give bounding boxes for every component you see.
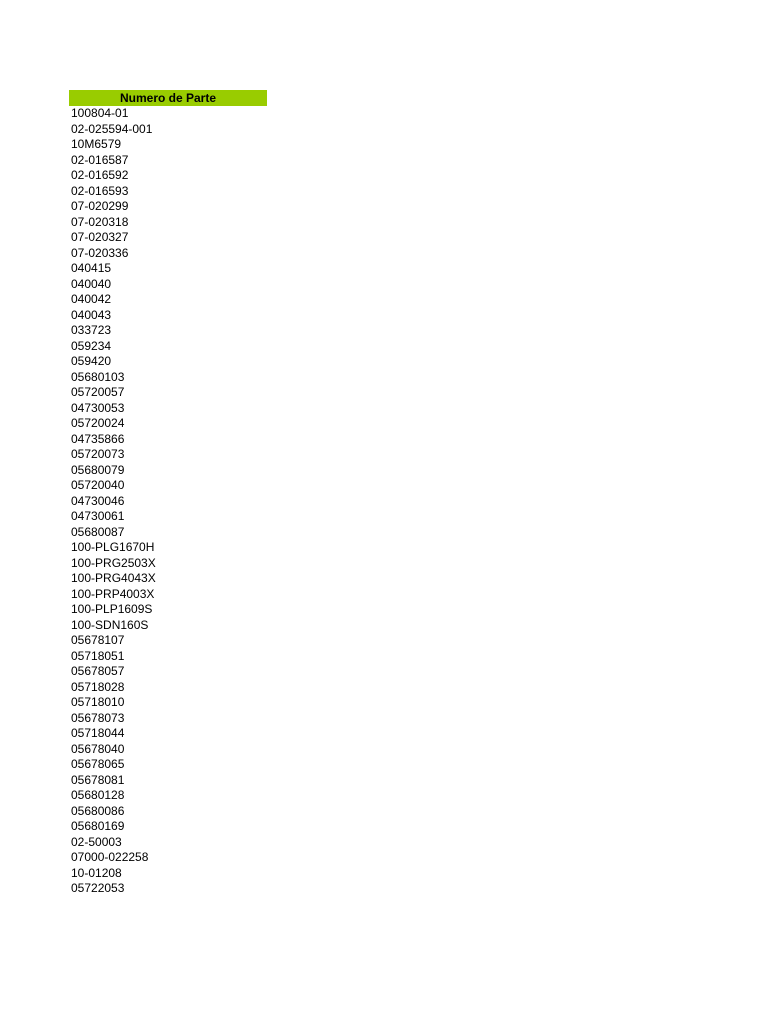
table-row: 05678073 <box>71 710 125 725</box>
table-row: 07-020318 <box>71 214 129 229</box>
table-row: 040415 <box>71 261 112 275</box>
table-row: 05680086 <box>71 803 125 818</box>
table-row: 100-PRG2503X <box>71 555 156 570</box>
table-row: 04730061 <box>71 509 125 523</box>
table-row: 07-020299 <box>71 199 129 213</box>
table-row: 059420 <box>71 354 112 368</box>
column-header-numero-de-parte: Numero de Parte <box>69 90 267 106</box>
table-row: 10M6579 <box>71 137 122 151</box>
table-row: 100-PRP4003X <box>71 586 155 601</box>
table-row: 05678065 <box>71 757 125 771</box>
table-row: 05720024 <box>71 416 125 430</box>
table-row: 040040 <box>71 276 112 291</box>
table-row: 07-020327 <box>71 230 129 244</box>
table-row: 02-016592 <box>71 168 129 182</box>
table-row: 05680103 <box>71 369 125 384</box>
table-row: 040042 <box>71 292 112 306</box>
table-row: 100-PLP1609S <box>71 602 153 616</box>
table-row: 059234 <box>71 338 112 353</box>
table-row: 05718028 <box>71 679 125 694</box>
table-row: 07-020336 <box>71 245 129 260</box>
table-row: 05720040 <box>71 478 125 492</box>
table-row: 05722053 <box>71 881 125 895</box>
table-row: 02-016587 <box>71 152 129 167</box>
table-row: 07000-022258 <box>71 850 149 864</box>
table-row: 05678081 <box>71 772 125 787</box>
table-row: 02-025594-001 <box>71 121 153 136</box>
parts-list <box>69 106 267 897</box>
table-row: 05718044 <box>71 726 125 740</box>
table-row: 05680128 <box>71 788 125 802</box>
table-row: 05718010 <box>71 695 125 709</box>
table-row: 05678040 <box>71 741 125 756</box>
table-row: 100-SDN160S <box>71 617 149 632</box>
table-row: 04730046 <box>71 493 125 508</box>
table-row: 05718051 <box>71 648 125 663</box>
table-row: 05680169 <box>71 819 125 833</box>
table-row: 05680087 <box>71 524 125 539</box>
table-row: 033723 <box>71 323 112 337</box>
table-row: 05678107 <box>71 633 125 647</box>
table-row: 02-016593 <box>71 183 129 198</box>
parts-table <box>69 90 267 897</box>
table-row: 040043 <box>71 307 112 322</box>
table-row: 04730053 <box>71 400 125 415</box>
table-row: 02-50003 <box>71 834 122 849</box>
table-row: 10-01208 <box>71 865 122 880</box>
table-row: 05720057 <box>71 385 125 399</box>
table-row: 100-PRG4043X <box>71 571 156 585</box>
table-row: 100804-01 <box>71 106 129 120</box>
table-row: 100-PLG1670H <box>71 540 155 554</box>
table-row: 05678057 <box>71 664 125 678</box>
table-row: 04735866 <box>71 431 125 446</box>
table-row: 05680079 <box>71 462 125 477</box>
table-row: 05720073 <box>71 447 125 461</box>
